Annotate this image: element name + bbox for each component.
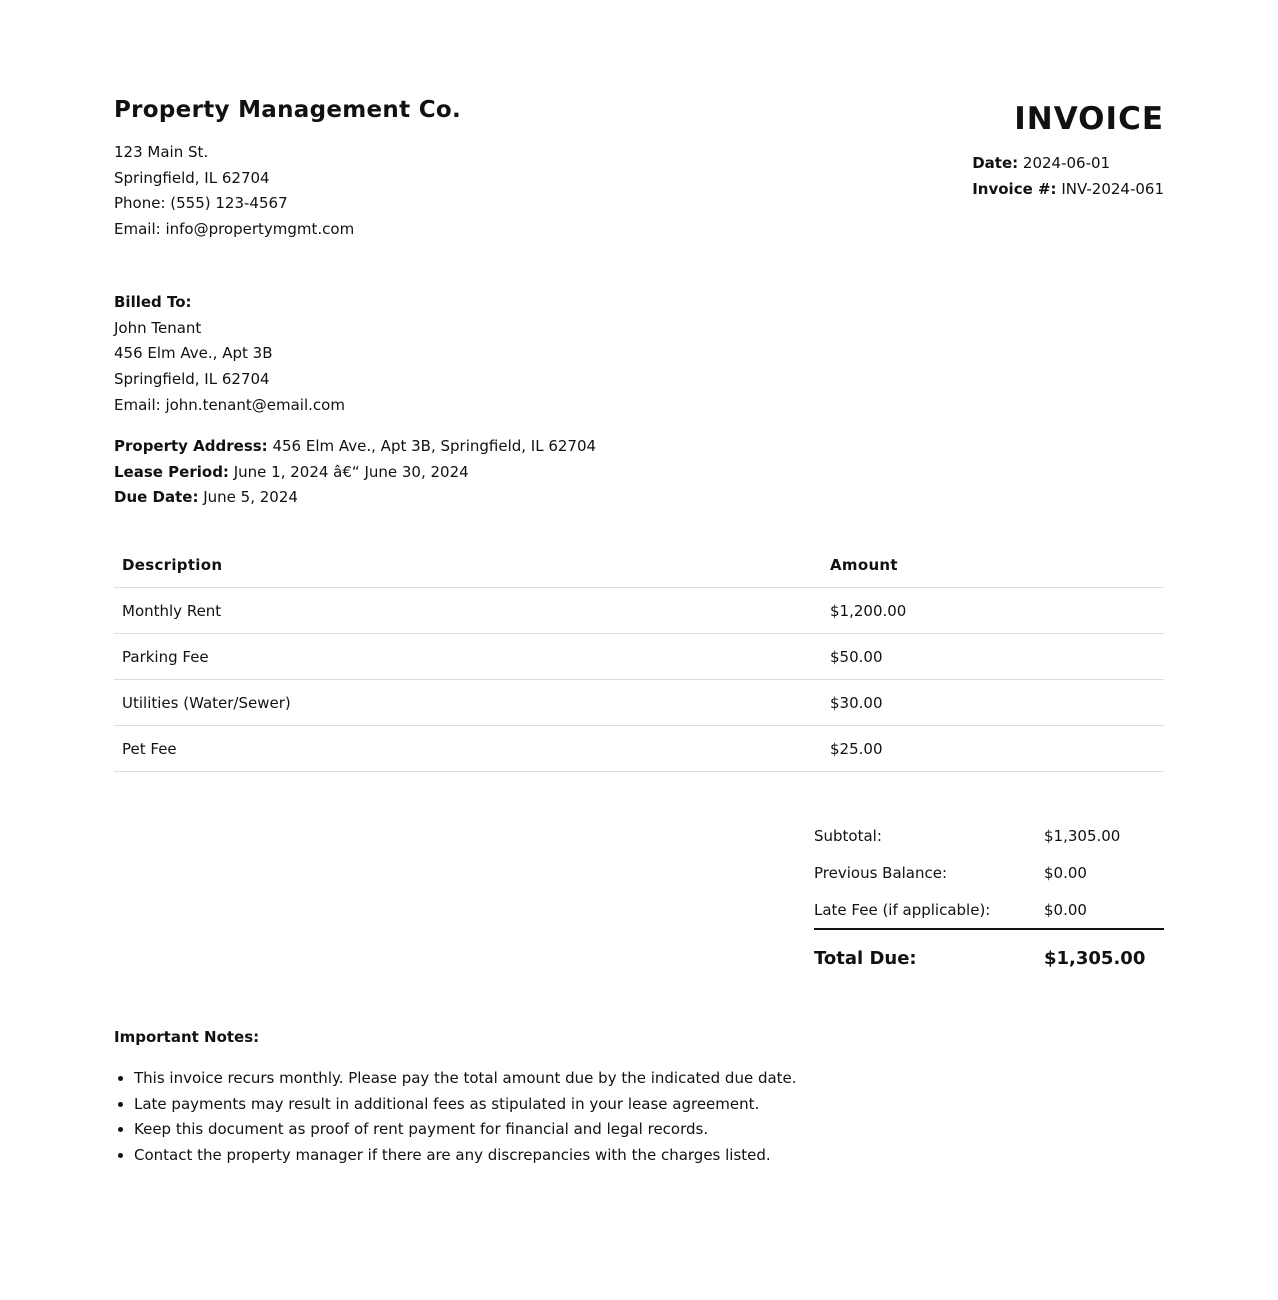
invoice-date-value: 2024-06-01 xyxy=(1022,154,1111,172)
row-amount: $50.00 xyxy=(822,634,1164,680)
invoice-header xyxy=(972,100,1164,202)
table-row xyxy=(114,588,1164,634)
billed-to-label: Billed To: xyxy=(114,293,192,311)
previous-balance-row xyxy=(814,854,1164,891)
table-row xyxy=(114,634,1164,680)
late-fee-label: Late Fee (if applicable): xyxy=(814,900,991,919)
company-address-line2: Springfield, IL 62704 xyxy=(114,168,270,187)
late-fee-value: $0.00 xyxy=(1044,900,1087,919)
total-due-label: Total Due: xyxy=(814,947,917,969)
subtotal-row xyxy=(814,817,1164,854)
tenant-address-line1: 456 Elm Ave., Apt 3B xyxy=(114,344,273,363)
property-address-value: 456 Elm Ave., Apt 3B, Springfield, IL 62704 xyxy=(272,437,597,455)
previous-balance-value: $0.00 xyxy=(1044,863,1087,882)
totals-section xyxy=(814,817,1164,986)
invoice-date xyxy=(972,150,1164,176)
important-notes xyxy=(114,1025,797,1169)
notes-list xyxy=(114,1066,797,1169)
invoice-date-label: Date: xyxy=(972,154,1019,172)
row-amount: $25.00 xyxy=(822,726,1164,772)
tenant-email: Email: john.tenant@email.com xyxy=(114,395,345,414)
notes-title: Important Notes: xyxy=(114,1028,260,1046)
company-email: Email: info@propertymgmt.com xyxy=(114,220,355,239)
company-name: Property Management Co. xyxy=(114,97,462,123)
billed-to-section xyxy=(114,290,345,419)
property-address-label: Property Address: xyxy=(114,437,268,455)
row-amount: $30.00 xyxy=(822,680,1164,726)
list-item: • Late payments may result in additional fees as stipulated in your lease agreement. xyxy=(134,1092,797,1118)
table-row xyxy=(114,726,1164,772)
tenant-name: John Tenant xyxy=(114,318,202,337)
invoice-number xyxy=(972,176,1164,202)
total-due-value: $1,305.00 xyxy=(1044,947,1146,969)
total-due-row xyxy=(814,930,1164,986)
lease-period-label: Lease Period: xyxy=(114,462,229,481)
due-date-label: Due Date: xyxy=(114,488,199,507)
table-header-row xyxy=(114,542,1164,588)
invoice-number-label: Invoice #: xyxy=(972,180,1057,198)
lease-period xyxy=(114,460,596,486)
list-item: • Keep this document as proof of rent payment for financial and legal records. xyxy=(134,1117,797,1143)
subtotal-value: $1,305.00 xyxy=(1044,826,1121,845)
list-item: • This invoice recurs monthly. Please pay the total amount due by the indicated due date. xyxy=(134,1066,797,1092)
list-item: • Contact the property manager if there are any discrepancies with the charges listed. xyxy=(134,1143,797,1169)
property-details xyxy=(114,434,596,511)
row-description: Parking Fee xyxy=(114,634,822,680)
company-phone: Phone: (555) 123-4567 xyxy=(114,194,288,213)
row-amount: $1,200.00 xyxy=(822,588,1164,634)
invoice-number-value: INV-2024-061 xyxy=(1061,180,1164,198)
column-header-description: Description xyxy=(114,542,822,588)
company-info xyxy=(114,140,354,243)
company-address-line1: 123 Main St. xyxy=(114,143,209,161)
invoice-title: INVOICE xyxy=(1014,101,1164,137)
tenant-address-line2: Springfield, IL 62704 xyxy=(114,370,270,389)
property-address xyxy=(114,434,596,460)
row-description: Monthly Rent xyxy=(114,588,822,634)
lease-period-value: June 1, 2024 â€“ June 30, 2024 xyxy=(233,462,469,481)
invoice-meta xyxy=(972,150,1164,202)
subtotal-label: Subtotal: xyxy=(814,826,882,845)
due-date xyxy=(114,485,596,511)
table-row xyxy=(114,680,1164,726)
column-header-amount: Amount xyxy=(822,542,1164,588)
row-description: Utilities (Water/Sewer) xyxy=(114,680,822,726)
due-date-value: June 5, 2024 xyxy=(203,488,298,507)
late-fee-row xyxy=(814,891,1164,928)
row-description: Pet Fee xyxy=(114,726,822,772)
previous-balance-label: Previous Balance: xyxy=(814,863,948,882)
charges-table xyxy=(114,542,1164,772)
